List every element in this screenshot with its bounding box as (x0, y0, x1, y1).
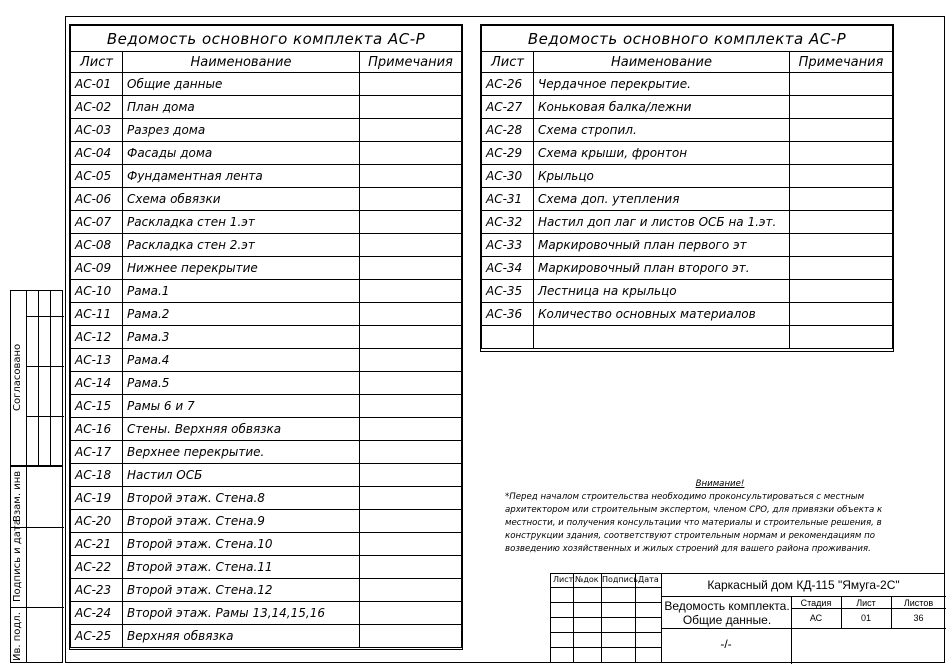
table-row (71, 188, 462, 211)
table-row (482, 234, 893, 257)
sheet-name: Рама.1 (123, 280, 360, 303)
sheet-note (790, 257, 893, 280)
archive-strip (10, 466, 63, 663)
sheet-name: Чердачное перекрытие. (534, 73, 790, 96)
sheet-code: АС-08 (71, 234, 123, 257)
right-table-title: Ведомость основного комплекта АС-Р (482, 26, 893, 52)
sheet-name: Второй этаж. Стена.8 (123, 487, 360, 510)
sheets-value: 36 (913, 613, 924, 623)
col-header-name: Наименование (123, 52, 360, 73)
sheet-code: АС-31 (482, 188, 534, 211)
sheet-note (790, 188, 893, 211)
col-header-name: Наименование (534, 52, 790, 73)
sheet-code: АС-34 (482, 257, 534, 280)
sheet-name: Второй этаж. Стена.11 (123, 556, 360, 579)
sheet-name: Верхняя обвязка (123, 625, 360, 648)
sheet-name: Раскладка стен 2.эт (123, 234, 360, 257)
sheet-name: Маркировочный план первого эт (534, 234, 790, 257)
sheet-name (534, 326, 790, 349)
table-row (482, 142, 893, 165)
sheet-name: Фундаментная лента (123, 165, 360, 188)
doc-code: -/- (720, 637, 732, 651)
sheet-note (360, 625, 462, 648)
table-row (482, 280, 893, 303)
note-line: конструкции здания, соответствуют строительным нормам и рекомендациям по (505, 531, 875, 541)
left-table-title: Ведомость основного комплекта АС-Р (71, 26, 462, 52)
sheet-note (790, 234, 893, 257)
sheet-name: Второй этаж. Стена.12 (123, 579, 360, 602)
note-line: местности, и получения консультации что материалы и строительные решения, в (505, 518, 882, 528)
sheet-note (360, 372, 462, 395)
table-row (71, 119, 462, 142)
sheet-code: АС-29 (482, 142, 534, 165)
sheet-note (360, 142, 462, 165)
agreed-label: Согласовано (12, 343, 23, 411)
sheet-name: Фасады дома (123, 142, 360, 165)
signature-date-label: Подпись и дата (12, 519, 23, 602)
sheet-name: Рама.4 (123, 349, 360, 372)
sheet-note (360, 119, 462, 142)
sheet-code: АС-06 (71, 188, 123, 211)
note-line: архитектором или строительным экспертом, членом СРО, для привязки объекта к (505, 505, 883, 515)
table-row (71, 73, 462, 96)
sheet-name: Разрез дома (123, 119, 360, 142)
table-row (71, 211, 462, 234)
title-block (550, 573, 945, 663)
sheet-name: Нижнее перекрытие (123, 257, 360, 280)
table-row (71, 234, 462, 257)
table-row (71, 372, 462, 395)
sheets-label: Листов (903, 598, 934, 608)
doc-title-2: Общие данные. (682, 613, 772, 627)
sheet-code: АС-21 (71, 533, 123, 556)
right-sheet-list (480, 24, 894, 352)
stamp-col-sheet: Лист (553, 575, 574, 584)
sheet-name: Раскладка стен 1.эт (123, 211, 360, 234)
sheet-name: Рама.3 (123, 326, 360, 349)
table-row (71, 510, 462, 533)
sheet-name: Второй этаж. Рамы 13,14,15,16 (123, 602, 360, 625)
sheet-code: АС-20 (71, 510, 123, 533)
table-row (71, 303, 462, 326)
table-row (71, 165, 462, 188)
sheet-name: Второй этаж. Стена.9 (123, 510, 360, 533)
sheet-note (360, 303, 462, 326)
sheet-code: АС-11 (71, 303, 123, 326)
sheet-name: Настил ОСБ (123, 464, 360, 487)
sheet-note (790, 280, 893, 303)
table-row (71, 96, 462, 119)
sheet-note (360, 234, 462, 257)
sheet-note (790, 326, 893, 349)
sheet-code: АС-12 (71, 326, 123, 349)
sheet-note (790, 96, 893, 119)
sheet-note (360, 165, 462, 188)
sheet-name: Стены. Верхняя обвязка (123, 418, 360, 441)
sheet-note (360, 602, 462, 625)
right-table (481, 25, 893, 349)
table-row (482, 303, 893, 326)
project-name: Каркасный дом КД-115 "Ямуга-2С" (707, 578, 900, 592)
note-line: *Перед началом строительства необходимо проконсультироваться с местным (505, 492, 865, 502)
sheet-note (790, 119, 893, 142)
sheet-note (360, 326, 462, 349)
sheet-code: АС-26 (482, 73, 534, 96)
sheet-name: Количество основных материалов (534, 303, 790, 326)
sheet-name: Лестница на крыльцо (534, 280, 790, 303)
table-row (71, 625, 462, 648)
sheet-code: АС-10 (71, 280, 123, 303)
stamp-col-signature: Подпись (602, 575, 638, 584)
sheet-code: АС-05 (71, 165, 123, 188)
sheet-name: Маркировочный план второго эт. (534, 257, 790, 280)
sheet-note (360, 188, 462, 211)
sheet-code: АС-28 (482, 119, 534, 142)
table-row (71, 142, 462, 165)
inv-original-label: Ив. подл. (12, 612, 23, 661)
sheet-note (360, 510, 462, 533)
table-row (482, 96, 893, 119)
sheet-note (360, 211, 462, 234)
sheet-note (360, 395, 462, 418)
sheet-code: АС-30 (482, 165, 534, 188)
col-header-sheet: Лист (482, 52, 534, 73)
replaced-inv-label: Взам. инв (12, 470, 23, 522)
sheet-name: Рама.5 (123, 372, 360, 395)
sheet-note (360, 349, 462, 372)
sheet-note (360, 280, 462, 303)
sheet-note (360, 257, 462, 280)
sheet-note (790, 73, 893, 96)
sheet-name: Схема обвязки (123, 188, 360, 211)
table-row (482, 73, 893, 96)
table-row (71, 579, 462, 602)
sheet-code: АС-23 (71, 579, 123, 602)
sheet-code: АС-24 (71, 602, 123, 625)
table-row (71, 418, 462, 441)
sheet-note (360, 441, 462, 464)
sheet-name: Рама.2 (123, 303, 360, 326)
table-row (71, 349, 462, 372)
sheet-code: АС-16 (71, 418, 123, 441)
table-row (71, 487, 462, 510)
sheet-name: Схема стропил. (534, 119, 790, 142)
table-row (71, 257, 462, 280)
col-header-notes: Примечания (360, 52, 462, 73)
sheet-code: АС-01 (71, 73, 123, 96)
sheet-code: АС-15 (71, 395, 123, 418)
table-row (482, 257, 893, 280)
sheet-name: Общие данные (123, 73, 360, 96)
sheet-code: АС-18 (71, 464, 123, 487)
sheet-note (360, 464, 462, 487)
sheet-code: АС-35 (482, 280, 534, 303)
table-row (71, 533, 462, 556)
note-heading: Внимание! (695, 479, 745, 489)
sheet-code: АС-17 (71, 441, 123, 464)
doc-title-1: Ведомость комплекта. (664, 599, 790, 613)
sheet-code: АС-07 (71, 211, 123, 234)
sheet-code: АС-19 (71, 487, 123, 510)
sheet-note (360, 579, 462, 602)
sheet-value: 01 (860, 613, 871, 623)
table-row (71, 326, 462, 349)
table-row (71, 602, 462, 625)
sheet-note (360, 533, 462, 556)
sheet-note (790, 142, 893, 165)
attention-note (505, 478, 935, 556)
table-row (71, 441, 462, 464)
sheet-code: АС-13 (71, 349, 123, 372)
sheet-code: АС-32 (482, 211, 534, 234)
sheet-name: Второй этаж. Стена.10 (123, 533, 360, 556)
left-sheet-list (69, 24, 463, 650)
sheet-code: АС-02 (71, 96, 123, 119)
sheet-name: План дома (123, 96, 360, 119)
sheet-name: Схема доп. утепления (534, 188, 790, 211)
table-row (482, 119, 893, 142)
stamp-col-date: Дата (638, 575, 659, 584)
sheet-note (360, 73, 462, 96)
table-row (71, 464, 462, 487)
sheet-name: Коньковая балка/лежни (534, 96, 790, 119)
approval-strip (10, 290, 63, 466)
sheet-code: АС-09 (71, 257, 123, 280)
sheet-label: Лист (856, 598, 876, 608)
left-table (70, 25, 462, 648)
sheet-code: АС-25 (71, 625, 123, 648)
table-row (482, 165, 893, 188)
col-header-notes: Примечания (790, 52, 893, 73)
table-row (482, 188, 893, 211)
stage-value: АС (809, 613, 823, 623)
sheet-note (360, 418, 462, 441)
table-row (71, 395, 462, 418)
sheet-note (790, 211, 893, 234)
table-row (482, 326, 893, 349)
sheet-code: АС-33 (482, 234, 534, 257)
sheet-note (360, 96, 462, 119)
sheet-name: Настил доп лаг и листов ОСБ на 1.эт. (534, 211, 790, 234)
sheet-code: АС-22 (71, 556, 123, 579)
sheet-note (790, 165, 893, 188)
sheet-note (360, 487, 462, 510)
sheet-note (790, 303, 893, 326)
stamp-col-docnum: №док (575, 575, 599, 584)
sheet-code: АС-03 (71, 119, 123, 142)
sheet-code: АС-36 (482, 303, 534, 326)
col-header-sheet: Лист (71, 52, 123, 73)
sheet-name: Крыльцо (534, 165, 790, 188)
sheet-code (482, 326, 534, 349)
table-row (482, 211, 893, 234)
sheet-name: Схема крыши, фронтон (534, 142, 790, 165)
table-row (71, 556, 462, 579)
sheet-name: Рамы 6 и 7 (123, 395, 360, 418)
sheet-code: АС-27 (482, 96, 534, 119)
sheet-code: АС-04 (71, 142, 123, 165)
sheet-note (360, 556, 462, 579)
stage-label: Стадия (800, 598, 832, 608)
table-row (71, 280, 462, 303)
note-line: возведению хозяйственных и жилых строений для вашего района проживания. (505, 544, 871, 554)
sheet-name: Верхнее перекрытие. (123, 441, 360, 464)
sheet-code: АС-14 (71, 372, 123, 395)
